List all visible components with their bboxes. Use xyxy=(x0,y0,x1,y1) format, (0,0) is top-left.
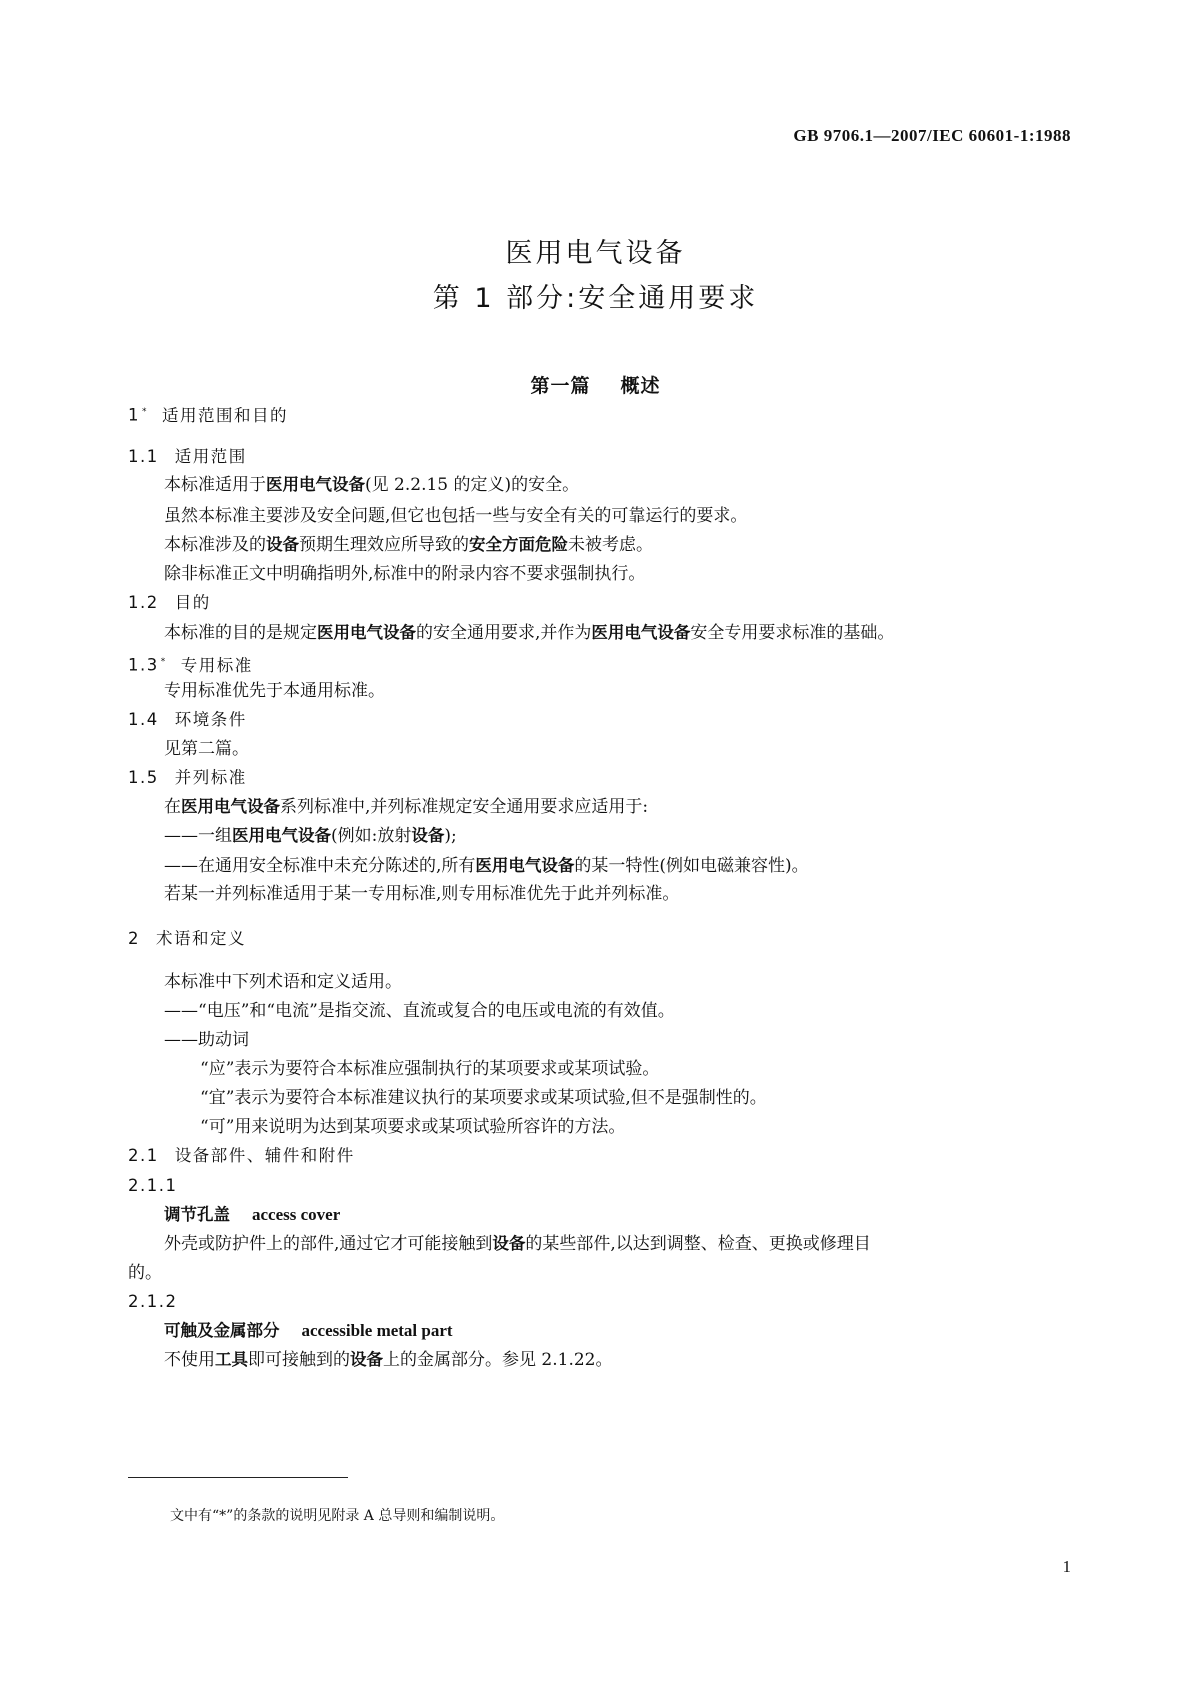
section-2-heading: 2 术语和定义 xyxy=(128,929,246,948)
section-1-4-heading: 1.4 环境条件 xyxy=(128,710,247,729)
footnote: 文中有“*”的条款的说明见附录 A 总导则和编制说明。 xyxy=(170,1508,505,1524)
list-item: ——在通用安全标准中未充分陈述的,所有医用电气设备的某一特性(例如电磁兼容性)。 xyxy=(164,856,809,876)
section-2-1-2-number: 2.1.2 xyxy=(128,1292,178,1311)
part-number: 第一篇 xyxy=(530,375,591,397)
part-heading xyxy=(0,371,1191,398)
standard-id: GB 9706.1—2007/IEC 60601-1:1988 xyxy=(793,126,1071,145)
section-2-1-heading: 2.1 设备部件、辅件和附件 xyxy=(128,1146,355,1165)
page-number: 1 xyxy=(1062,1557,1071,1576)
definition-continuation: 的。 xyxy=(128,1263,162,1283)
section-2-1-1-number: 2.1.1 xyxy=(128,1176,178,1195)
title-line-1: 医用电气设备 xyxy=(505,238,686,269)
list-item: ——一组医用电气设备(例如:放射设备); xyxy=(164,826,457,846)
section-1-2-heading: 1.2 目的 xyxy=(128,593,211,612)
list-item: ——“电压”和“电流”是指交流、直流或复合的电压或电流的有效值。 xyxy=(164,1001,675,1021)
paragraph: 见第二篇。 xyxy=(164,739,249,759)
paragraph: 本标准涉及的设备预期生理效应所导致的安全方面危险未被考虑。 xyxy=(164,535,653,555)
title-line-2: 第 1 部分:安全通用要求 xyxy=(432,283,759,314)
footnote-divider xyxy=(128,1477,348,1478)
list-item: ——助动词 xyxy=(164,1030,249,1050)
paragraph: “宜”表示为要符合本标准建议执行的某项要求或某项试验,但不是强制性的。 xyxy=(200,1088,767,1108)
paragraph: “可”用来说明为达到某项要求或某项试验所容许的方法。 xyxy=(200,1117,626,1137)
section-1-1-heading: 1.1 适用范围 xyxy=(128,447,247,466)
definition: 不使用工具即可接触到的设备上的金属部分。参见 2.1.22。 xyxy=(164,1350,613,1370)
section-1-heading: 1 * 适用范围和目的 xyxy=(128,405,288,425)
paragraph: 本标准的目的是规定医用电气设备的安全通用要求,并作为医用电气设备安全专用要求标准的基础。 xyxy=(164,623,895,643)
part-name: 概述 xyxy=(620,375,661,397)
paragraph: 专用标准优先于本通用标准。 xyxy=(164,681,385,701)
term-heading: 调节孔盖 access cover xyxy=(164,1205,341,1224)
paragraph: 在医用电气设备系列标准中,并列标准规定安全通用要求应适用于: xyxy=(164,797,649,817)
paragraph: 虽然本标准主要涉及安全问题,但它也包括一些与安全有关的可靠运行的要求。 xyxy=(164,506,748,526)
section-1-5-heading: 1.5 并列标准 xyxy=(128,768,247,787)
paragraph: “应”表示为要符合本标准应强制执行的某项要求或某项试验。 xyxy=(200,1059,660,1079)
definition: 外壳或防护件上的部件,通过它才可能接触到设备的某些部件,以达到调整、检查、更换或修理目 xyxy=(164,1234,871,1254)
term-heading: 可触及金属部分 accessible metal part xyxy=(164,1321,453,1340)
paragraph: 除非标准正文中明确指明外,标准中的附录内容不要求强制执行。 xyxy=(164,564,646,584)
paragraph: 若某一并列标准适用于某一专用标准,则专用标准优先于此并列标准。 xyxy=(164,884,680,904)
paragraph: 本标准适用于医用电气设备(见 2.2.15 的定义)的安全。 xyxy=(164,475,580,495)
section-1-3-heading: 1.3 * 专用标准 xyxy=(128,655,253,675)
paragraph: 本标准中下列术语和定义适用。 xyxy=(164,972,402,992)
